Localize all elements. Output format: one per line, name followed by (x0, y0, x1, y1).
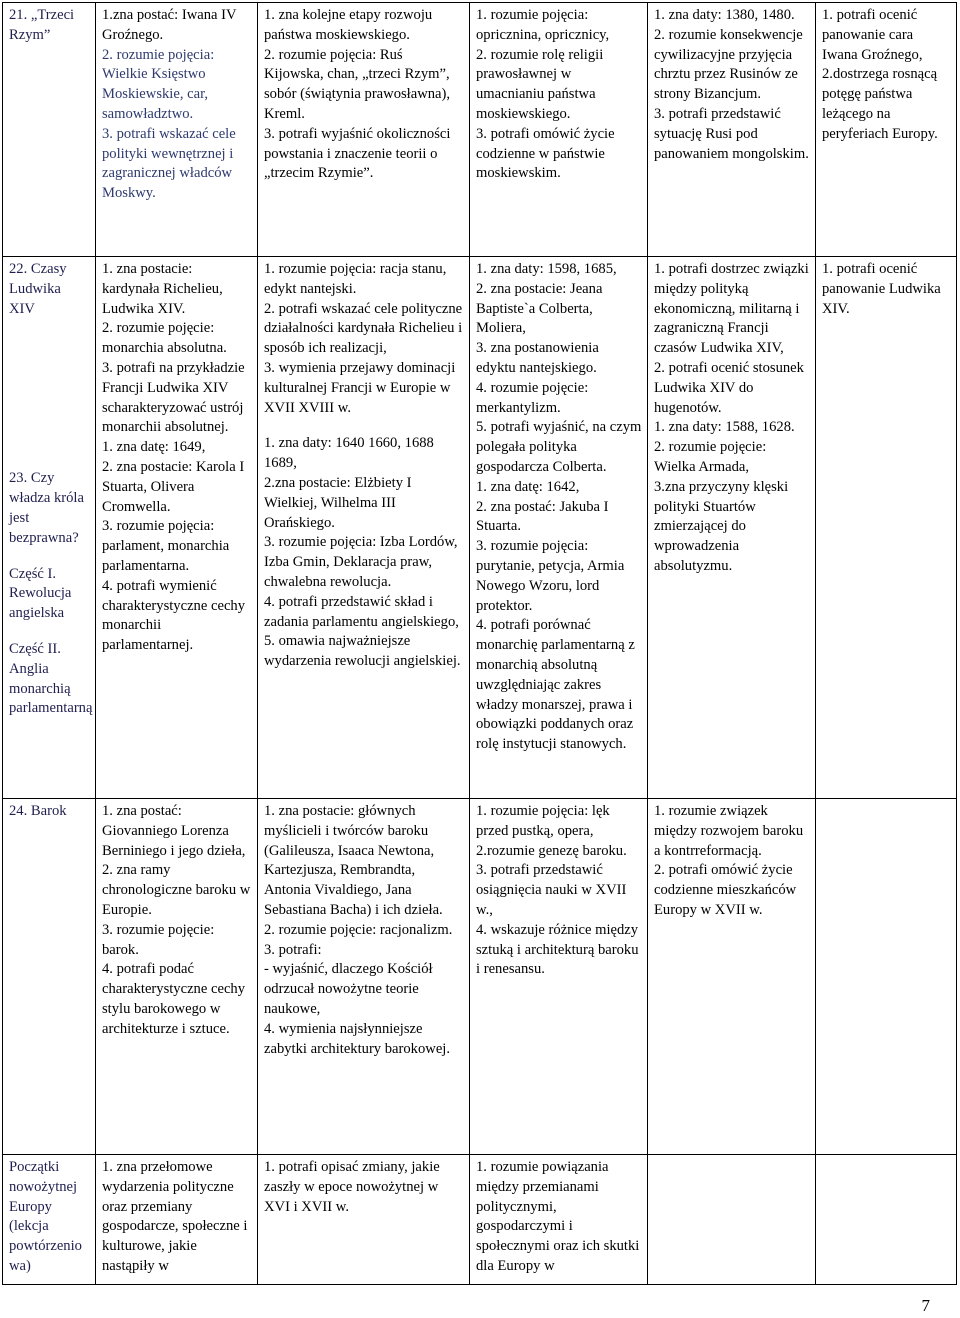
requirement-item: 3. potrafi omówić życie codzienne w państwie moskiewskim. (476, 125, 615, 182)
requirement-item: 2. potrafi omówić życie codzienne mieszkańców Europy w XVII w. (654, 862, 797, 918)
requirement-item: 2. potrafi ocenić stosunek Ludwika XIV do hugenotów. (654, 359, 804, 416)
page-number: 7 (921, 1296, 930, 1315)
requirement-item: 1. zna datę: 1642, (476, 478, 580, 495)
requirement-item: 2.rozumie genezę baroku. (476, 842, 627, 859)
level-cell (816, 1155, 957, 1285)
level-cell (96, 799, 258, 1155)
requirement-item: 3. wymienia przejawy dominacji kulturalnej Francji w Europie w XVII XVIII w. (264, 359, 456, 416)
requirement-item: 5. omawia najważniejsze wydarzenia rewolucji angielskiej. (264, 633, 461, 670)
topic-title: Początki nowożytnej Europy (lekcja powtórzenio wa) (9, 1159, 82, 1274)
requirement-item: 2. rozumie pojęcie: racjonalizm. (264, 921, 453, 938)
requirement-item: 1. rozumie powiązania między przemianami politycznymi, gospodarczymi i społecznymi oraz ich skutki dla Europy w (476, 1159, 640, 1274)
requirement-item: - wyjaśnić, dlaczego Kościół odrzucał nowożytne teorie naukowe, (264, 961, 433, 1017)
requirement-item: 1. rozumie związek między rozwojem baroku a kontrreformacją. (654, 803, 804, 859)
requirement-item: 4. potrafi porównać monarchię parlamentarną z monarchią absolutną uwzględniając zakres władzy monarszej, prawa i obowiązki poddanych oraz rolę instytucji stanowych. (476, 617, 635, 753)
level-cell (96, 257, 258, 799)
level-cell (96, 1155, 258, 1285)
requirement-item: 2.zna postacie: Elżbiety I Wielkiej, Wilhelma III Orańskiego. (264, 474, 412, 531)
level-cell (816, 3, 957, 257)
requirement-item: 1. potrafi ocenić panowanie Ludwika XIV. (822, 261, 941, 317)
level-cell (816, 257, 957, 799)
requirement-item: 2. rozumie rolę religii prawosławnej w umacnianiu państwa moskiewskiego. (476, 46, 604, 122)
level-cell (258, 257, 470, 799)
requirement-item: 3. rozumie pojęcie: barok. (102, 921, 215, 958)
requirement-item: 1.zna postać: Iwana IV Groźnego. (102, 7, 237, 43)
topic-title: 22. Czasy Ludwika XIV (9, 261, 67, 317)
topic-subtitle: Część I. Rewolucja angielska (9, 565, 72, 622)
table-row (3, 257, 957, 799)
topic-cell (3, 799, 96, 1155)
level-cell (648, 257, 816, 799)
requirement-item: 2. zna ramy chronologiczne baroku w Europie. (102, 862, 251, 918)
topic-subtitle: Część II. Anglia monarchią parlamentarną (9, 640, 93, 717)
table-row (3, 799, 957, 1155)
requirement-item: 3. rozumie pojęcia: purytanie, petycja, Armia Nowego Wzoru, lord protektor. (476, 538, 625, 614)
requirement-item: 3. potrafi na przykładzie Francji Ludwika XIV scharakteryzować ustrój monarchii absolutnej. (102, 359, 245, 436)
topic-cell (3, 1155, 96, 1285)
level-cell (470, 257, 648, 799)
requirement-item: 1. potrafi ocenić panowanie cara Iwana Groźnego, (822, 7, 923, 63)
requirement-item: 2. zna postacie: Jeana Baptiste`a Colberta, Moliera, (476, 280, 603, 337)
requirement-item: 1. rozumie pojęcia: lęk przed pustką, opera, (476, 803, 610, 839)
requirement-item: 1. zna daty: 1640 1660, 1688 1689, (264, 435, 434, 472)
requirement-item: 2. rozumie pojęcie: monarchia absolutna. (102, 320, 227, 357)
level-cell (470, 1155, 648, 1285)
topic-title: 21. „Trzeci Rzym” (9, 7, 75, 43)
requirement-item: 1. rozumie pojęcia: opricznina, opricznicy, (476, 7, 610, 43)
level-cell (648, 799, 816, 1155)
level-cell (258, 799, 470, 1155)
requirement-item: 1. potrafi opisać zmiany, jakie zaszły w epoce nowożytnej w XVI i XVII w. (264, 1159, 440, 1215)
requirement-item: 1. zna datę: 1649, (102, 439, 206, 456)
requirement-item: 1. zna przełomowe wydarzenia polityczne oraz przemiany gospodarcze, społeczne i kulturowe, jakie nastąpiły w (102, 1159, 248, 1274)
requirement-item: 4. potrafi podać charakterystyczne cechy stylu barokowego w architekturze i sztuce. (102, 961, 246, 1037)
curriculum-table (2, 2, 957, 1285)
requirement-item: 3. rozumie pojęcia: Izba Lordów, Izba Gmin, Deklaracja praw, chwalebna rewolucja. (264, 534, 458, 590)
requirement-item: 3. potrafi przedstawić osiągnięcia nauki w XVII w., (476, 862, 627, 918)
topic-cell (3, 257, 96, 799)
requirement-item: 3. potrafi wskazać cele polityki wewnętrznej i zagranicznej władców Moskwy. (102, 125, 236, 202)
level-cell (470, 799, 648, 1155)
requirement-item: 1. zna postać: Giovanniego Lorenza Berniniego i jego dzieła, (102, 803, 246, 859)
requirement-item: 2. potrafi wskazać cele polityczne działalności kardynała Richelieu i sposób ich realizacji, (264, 300, 463, 357)
requirement-item: 4. potrafi wymienić charakterystyczne cechy monarchii parlamentarnej. (102, 577, 246, 654)
requirement-item: 3. rozumie pojęcia: parlament, monarchia parlamentarna. (102, 518, 230, 574)
requirement-item: 2. zna postać: Jakuba I Stuarta. (476, 498, 609, 535)
requirement-item: 2.dostrzega rosnącą potęgę państwa leżącego na peryferiach Europy. (822, 66, 938, 142)
level-cell (470, 3, 648, 257)
requirement-item: 3. potrafi: (264, 941, 322, 958)
requirement-item: 1. zna kolejne etapy rozwoju państwa moskiewskiego. (264, 7, 433, 43)
requirement-item: 4. potrafi przedstawić skład i zadania parlamentu angielskiego, (264, 593, 459, 630)
table-row (3, 1155, 957, 1285)
topic-cell (3, 3, 96, 257)
requirement-item: 1. zna daty: 1380, 1480. (654, 7, 795, 23)
requirement-item: 4. rozumie pojęcie: merkantylizm. (476, 379, 589, 416)
requirement-item: 2. rozumie konsekwencje cywilizacyjne przyjęcia chrztu przez Rusinów ze strony Bizancjum. (654, 26, 803, 103)
level-cell (258, 1155, 470, 1285)
requirement-item: 2. rozumie pojęcia: Wielkie Księstwo Moskiewskie, car, samowładztwo. (102, 46, 215, 122)
requirement-item: 1. potrafi dostrzec związki między polityką ekonomiczną, militarną i zagraniczną Francji czasów Ludwika XIV, (654, 261, 809, 357)
requirement-item: 1. zna daty: 1588, 1628. (654, 419, 795, 436)
requirement-item: 3. zna postanowienia edyktu nantejskiego. (476, 340, 599, 376)
requirement-item: 4. wymienia najsłynniejsze zabytki architektury barokowej. (264, 1020, 450, 1057)
requirement-item: 3. potrafi wyjaśnić okoliczności powstania i znaczenie teorii o „trzecim Rzymie”. (264, 125, 451, 182)
requirement-item: 2. zna postacie: Karola I Stuarta, Olivera Cromwella. (102, 458, 245, 515)
level-cell (648, 3, 816, 257)
requirement-item: 5. potrafi wyjaśnić, na czym polegała polityka gospodarcza Colberta. (476, 419, 642, 475)
requirement-item: 3. potrafi przedstawić sytuację Rusi pod panowaniem mongolskim. (654, 105, 809, 162)
requirement-item: 1. rozumie pojęcia: racja stanu, edykt nantejski. (264, 261, 447, 297)
requirement-item: 2. rozumie pojęcie: Wielka Armada, (654, 439, 767, 475)
requirement-item: 4. wskazuje różnice między sztuką i architekturą baroku i renesansu. (476, 921, 639, 978)
requirement-item: 3.zna przyczyny klęski polityki Stuartów zmierzającej do wprowadzenia absolutyzmu. (654, 478, 789, 574)
level-cell (96, 3, 258, 257)
requirement-item: 1. zna daty: 1598, 1685, (476, 261, 617, 277)
level-cell (816, 799, 957, 1155)
topic-title: 24. Barok (9, 803, 67, 819)
table-row (3, 3, 957, 257)
level-cell (258, 3, 470, 257)
level-cell (648, 1155, 816, 1285)
topic-title: 23. Czy władza króla jest bezprawna? (9, 470, 84, 546)
requirement-item: 1. zna postacie: kardynała Richelieu, Ludwika XIV. (102, 261, 223, 317)
requirement-item: 2. rozumie pojęcia: Ruś Kijowska, chan, „trzeci Rzym”, sobór (świątynia prawosławna), Kreml. (264, 46, 451, 122)
requirement-item: 1. zna postacie: głównych myślicieli i twórców baroku (Galileusza, Isaaca Newtona, Kartezjusza, Rembrandta, Antonia Vivaldiego, Jana Sebastiana Bacha) i ich dzieła. (264, 803, 443, 918)
